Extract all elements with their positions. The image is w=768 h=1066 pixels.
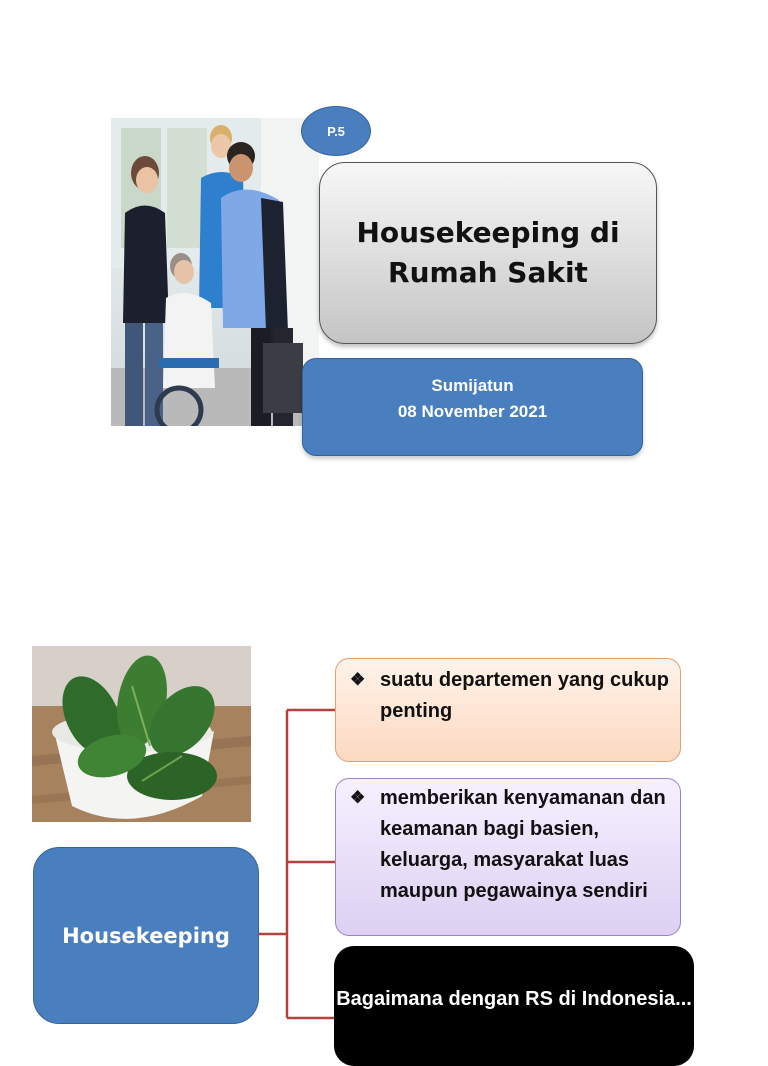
connector-lines: [255, 700, 345, 1024]
point-box-1: [335, 658, 681, 762]
title-line-2: Rumah Sakit: [388, 256, 588, 289]
point-box-2: [335, 778, 681, 936]
point-text-2: memberikan kenyamanan dan keamanan bagi basien, keluarga, masyarakat luas maupun pegawainya sendiri: [380, 787, 666, 902]
title-line-1: Housekeeping di: [356, 216, 620, 249]
diamond-bullet-icon: ❖: [350, 788, 366, 807]
presentation-date: 08 November 2021: [397, 402, 548, 421]
badge-label: P.5: [327, 123, 345, 139]
point-box-3: [334, 946, 694, 1066]
point-text-1: suatu departemen yang cukup penting: [380, 669, 669, 722]
page-badge: [301, 106, 371, 156]
point-text-3: Bagaimana dengan RS di Indonesia...: [336, 988, 692, 1010]
hospital-staff-photo: [111, 118, 319, 426]
author-name: Sumijatun: [431, 376, 514, 395]
housekeeping-label: Housekeeping: [62, 923, 230, 948]
spinach-bowl-photo: [32, 646, 251, 822]
diamond-bullet-icon: ❖: [350, 670, 366, 689]
slide-title-box: [319, 162, 657, 344]
author-box: [302, 358, 643, 456]
housekeeping-box: [33, 847, 259, 1024]
